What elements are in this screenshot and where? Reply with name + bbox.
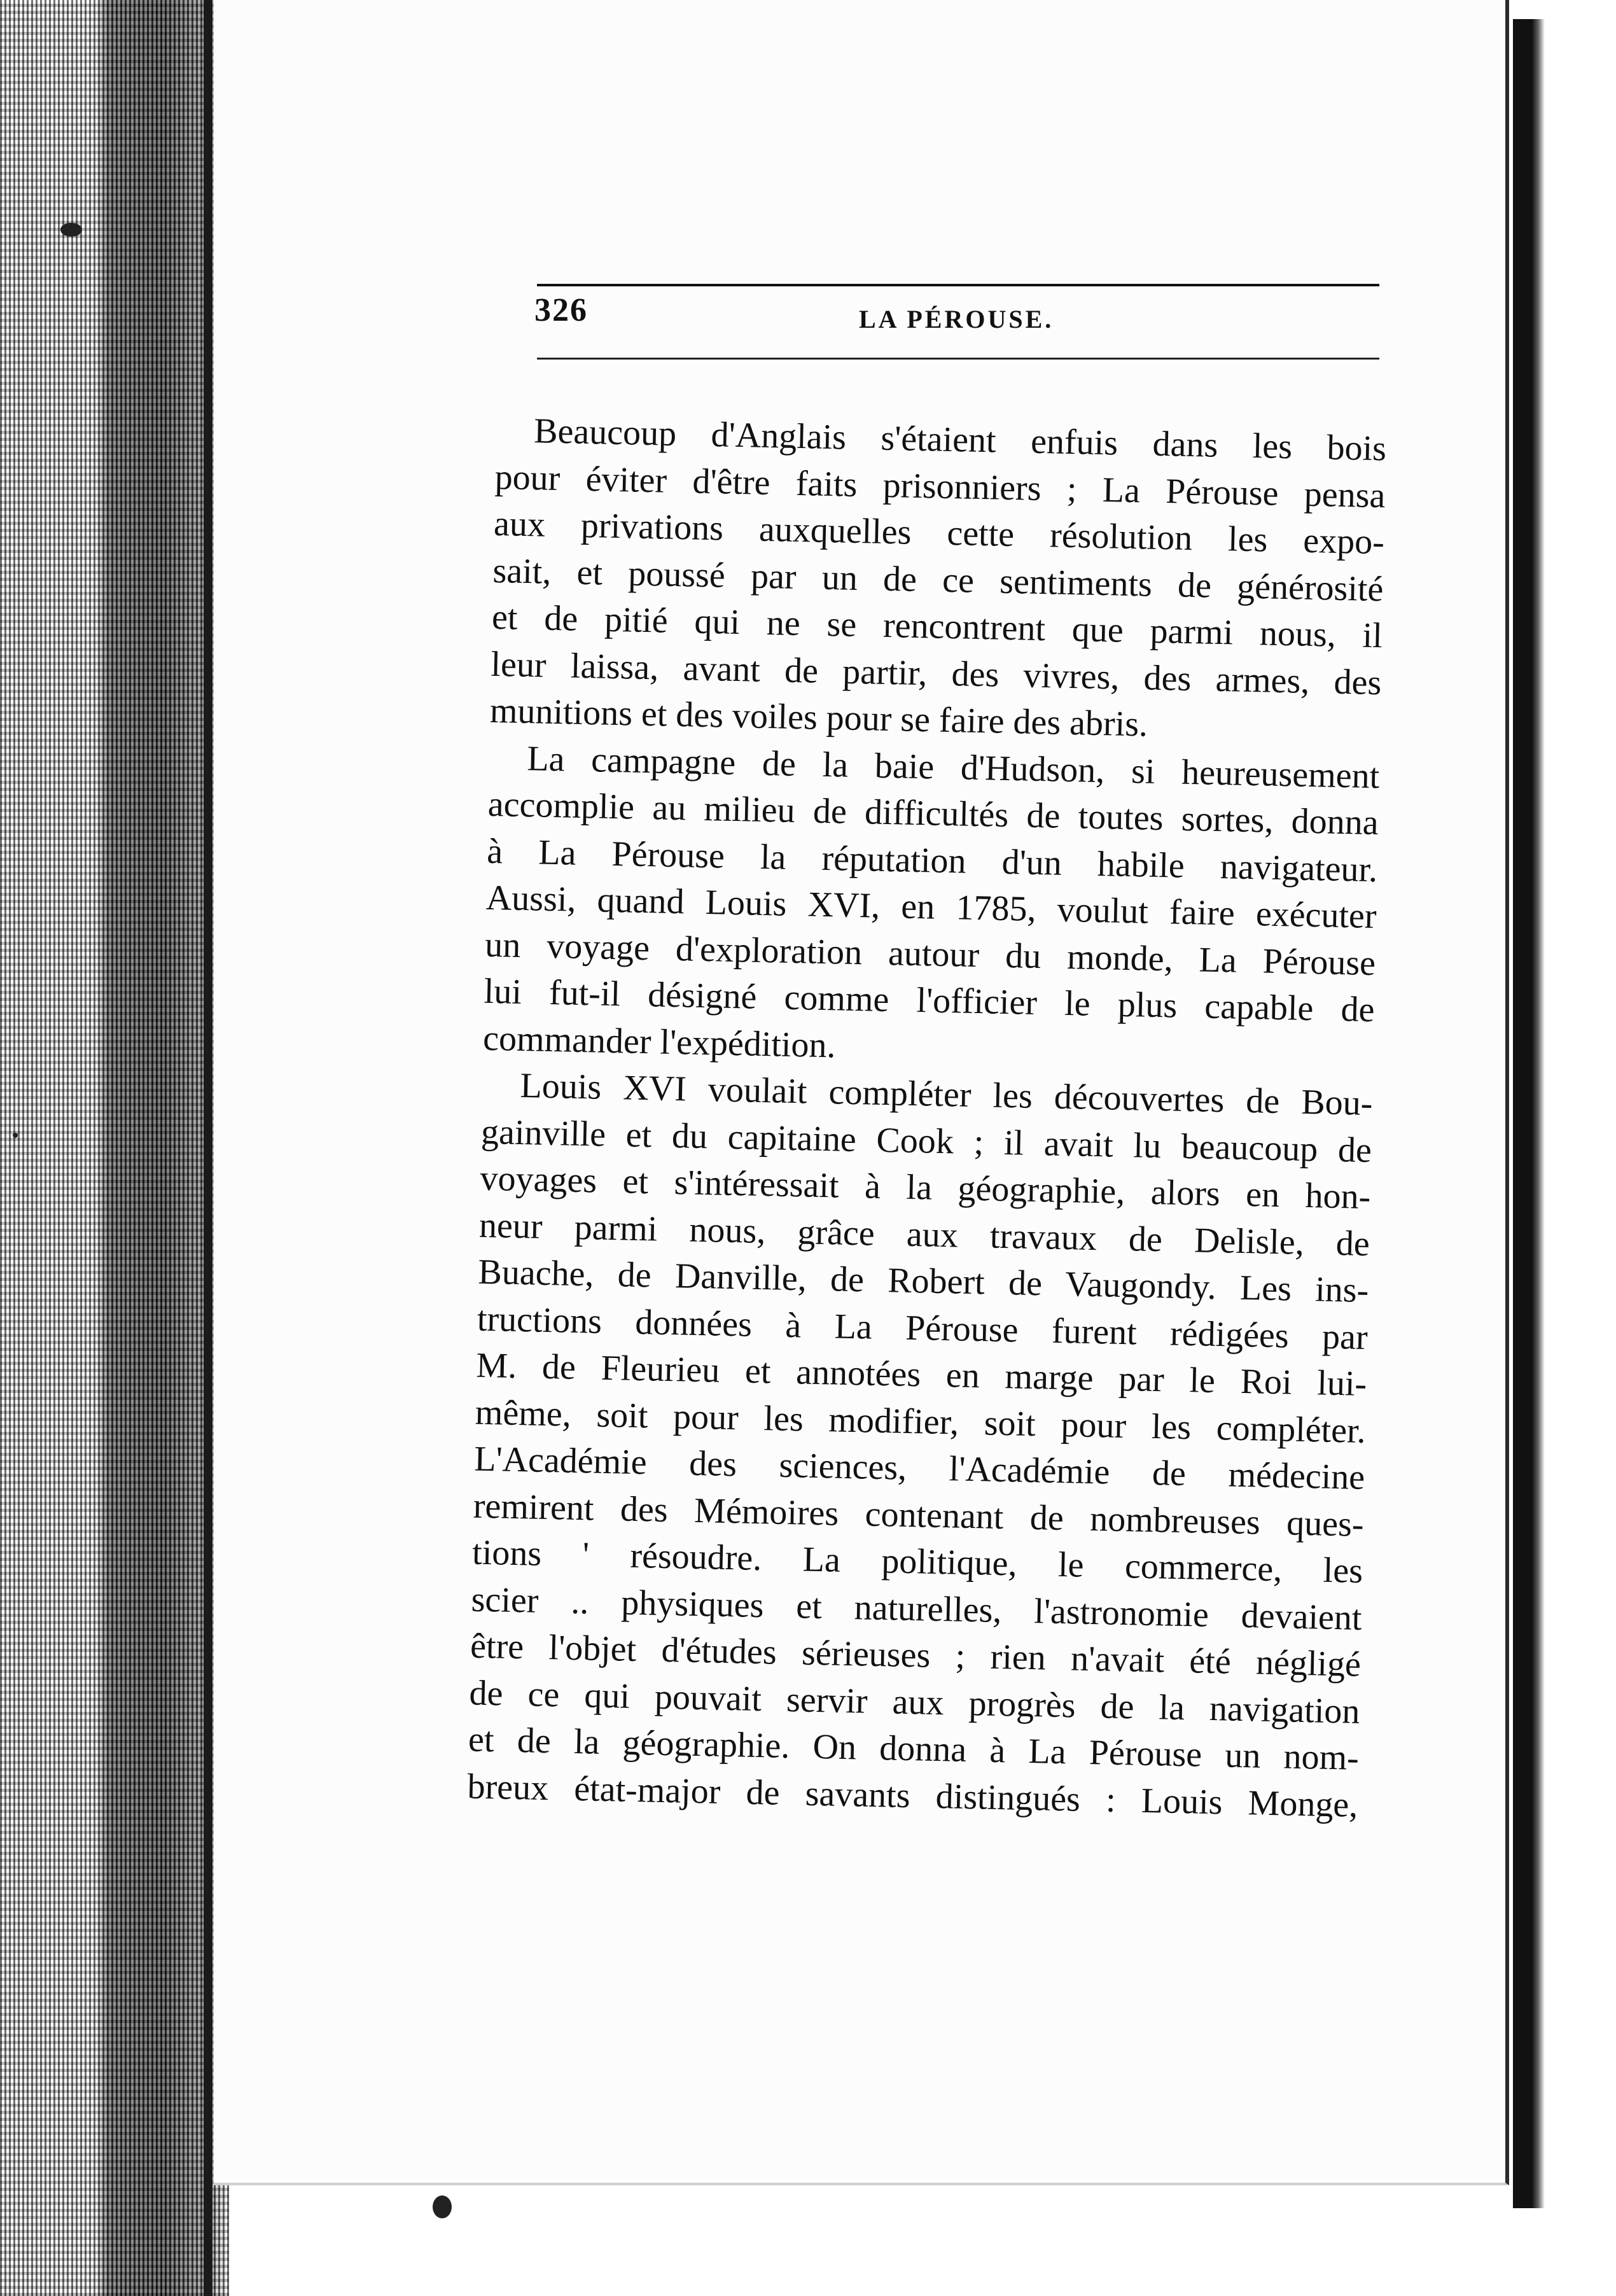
text-line: accomplie au milieu de difficultés de toutes sortes, donna	[487, 784, 1379, 843]
text-line: scier .. physiques et naturelles, l'astronomie devaient	[471, 1579, 1363, 1638]
book-binding-shadow	[0, 0, 229, 2296]
text-line: Louis XVI voulait compléter les découvertes de Bou-	[520, 1066, 1374, 1124]
text-line: tructions données à La Pérouse furent rédigées par	[477, 1299, 1369, 1357]
text-line: de ce qui pouvait servir aux progrès de la navigation	[469, 1673, 1361, 1732]
text-line: être l'objet d'études sérieuses ; rien n'avait été négligé	[470, 1626, 1362, 1684]
text-line: pour éviter d'être faits prisonniers ; La Pérouse pensa	[494, 457, 1386, 515]
header-rule-bottom	[537, 358, 1379, 360]
text-line: et de pitié qui ne se rencontrent que parmi nous, il	[491, 597, 1383, 656]
text-line: aux privations auxquelles cette résolution les expo-	[493, 503, 1385, 563]
scan-speck	[433, 2195, 452, 2218]
text-line: lui fut-il désigné comme l'officier le plus capable de	[484, 971, 1376, 1030]
text-line: gainville et du capitaine Cook ; il avait lu beaucoup de	[480, 1112, 1372, 1170]
text-line: tions ' résoudre. La politique, le commerce, les	[471, 1532, 1363, 1591]
text-line: Beaucoup d'Anglais s'étaient enfuis dans les bois	[533, 411, 1387, 469]
text-line: remirent des Mémoires contenant de nombreuses ques-	[473, 1486, 1365, 1544]
scan-speck	[60, 223, 82, 237]
scan-speck	[13, 1133, 18, 1138]
text-line: commander l'expédition.	[482, 1018, 837, 1065]
text-line: à La Pérouse la réputation d'un habile navigateur.	[486, 831, 1378, 890]
text-line: La campagne de la baie d'Hudson, si heureusement	[526, 738, 1380, 796]
text-line: munitions et des voiles pour se faire des abris.	[489, 690, 1148, 745]
text-line: un voyage d'exploration autour du monde, La Pérouse	[484, 925, 1376, 983]
text-line: même, soit pour les modifier, soit pour les compléter.	[475, 1392, 1367, 1451]
text-line: neur parmi nous, grâce aux travaux de Delisle, de	[478, 1205, 1370, 1264]
page-right-edge-shadow	[1513, 19, 1545, 2208]
page-number: 326	[534, 292, 588, 328]
binding-edge	[204, 0, 212, 2296]
text-line: Aussi, quand Louis XVI, en 1785, voulut faire exécuter	[485, 878, 1377, 937]
header-rule-top	[537, 284, 1379, 286]
text-line: leur laissa, avant de partir, des vivres, des armes, des	[490, 644, 1382, 703]
text-line: voyages et s'intéressait à la géographie, alors en hon-	[479, 1158, 1371, 1217]
text-line: sait, et poussé par un de ce sentiments de générosité	[492, 550, 1384, 609]
text-line: breux état-major de savants distingués : Louis Monge,	[466, 1767, 1358, 1825]
text-line: Buache, de Danville, de Robert de Vaugondy. Les ins-	[477, 1252, 1369, 1311]
text-line: et de la géographie. On donna à La Pérouse un nom-	[468, 1719, 1360, 1778]
text-line: L'Académie des sciences, l'Académie de médecine	[473, 1439, 1365, 1497]
body-text	[467, 407, 1387, 1829]
running-head: LA PÉROUSE.	[859, 305, 1054, 333]
text-line: M. de Fleurieu et annotées en marge par le Roi lui-	[475, 1345, 1367, 1404]
